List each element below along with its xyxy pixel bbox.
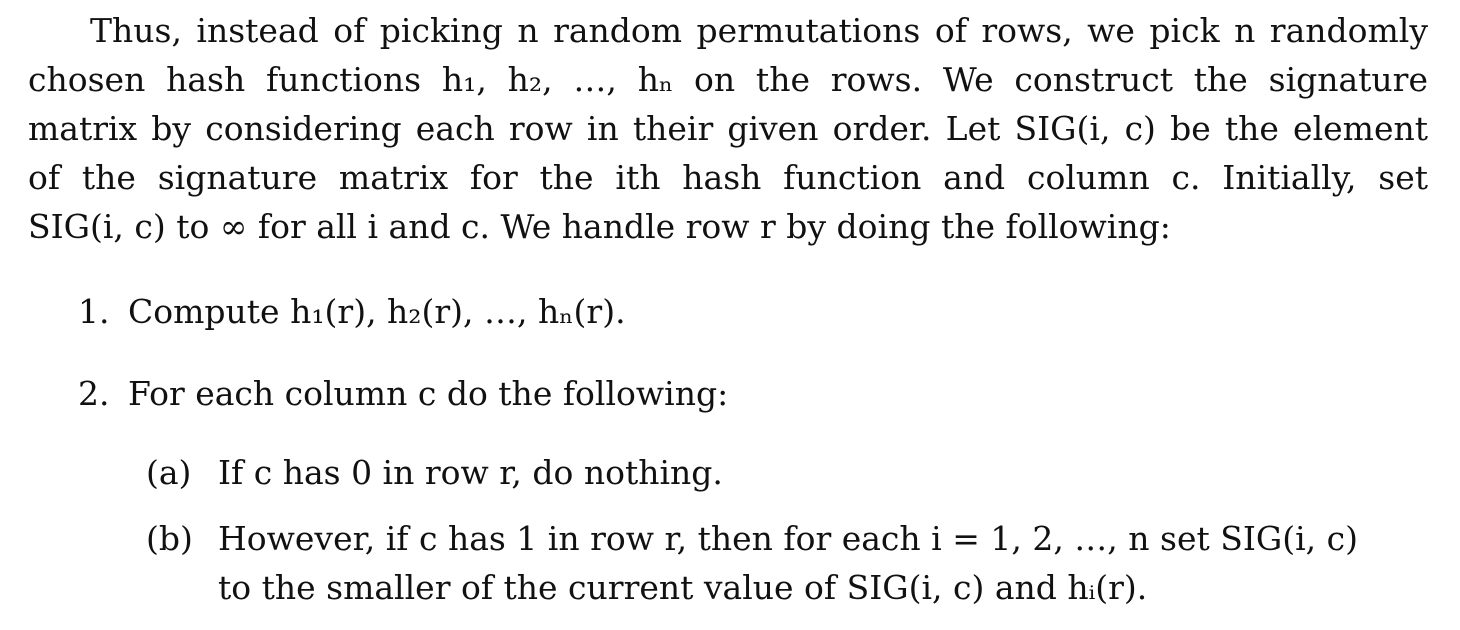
document-page bbox=[28, 0, 1428, 612]
paragraph-line: SIG(i, c) to ∞ for all i and c. We handle row r by doing the following: bbox=[28, 207, 1171, 246]
paragraph-line: chosen hash functions h₁, h₂, …, hₙ on the rows. We construct the signature bbox=[28, 60, 1428, 99]
substep-text: If c has 0 in row r, do nothing. bbox=[218, 453, 723, 492]
substeps bbox=[28, 448, 1428, 612]
substep-item bbox=[28, 448, 1428, 497]
substep-marker: (a) bbox=[146, 453, 192, 492]
paragraph-line: Thus, instead of picking n random permutations of rows, we pick n randomly bbox=[90, 11, 1428, 50]
step-text: Compute h₁(r), h₂(r), …, hₙ(r). bbox=[128, 292, 626, 331]
substep-text: However, if c has 1 in row r, then for each i = 1, 2, …, n set SIG(i, c) bbox=[218, 519, 1358, 558]
substep-marker: (b) bbox=[146, 519, 193, 558]
intro-paragraph bbox=[28, 0, 1428, 251]
substep-text: to the smaller of the current value of SIG(i, c) and hᵢ(r). bbox=[218, 568, 1148, 607]
algorithm-steps bbox=[28, 287, 1428, 418]
step-marker: 1. bbox=[78, 292, 110, 331]
step-item bbox=[28, 369, 1428, 418]
substep-item bbox=[28, 514, 1428, 612]
paragraph-line: matrix by considering each row in their given order. Let SIG(i, c) be the element bbox=[28, 109, 1428, 148]
paragraph-line: of the signature matrix for the ith hash function and column c. Initially, set bbox=[28, 158, 1428, 197]
step-item bbox=[28, 287, 1428, 336]
step-text: For each column c do the following: bbox=[128, 374, 729, 413]
step-marker: 2. bbox=[78, 374, 110, 413]
